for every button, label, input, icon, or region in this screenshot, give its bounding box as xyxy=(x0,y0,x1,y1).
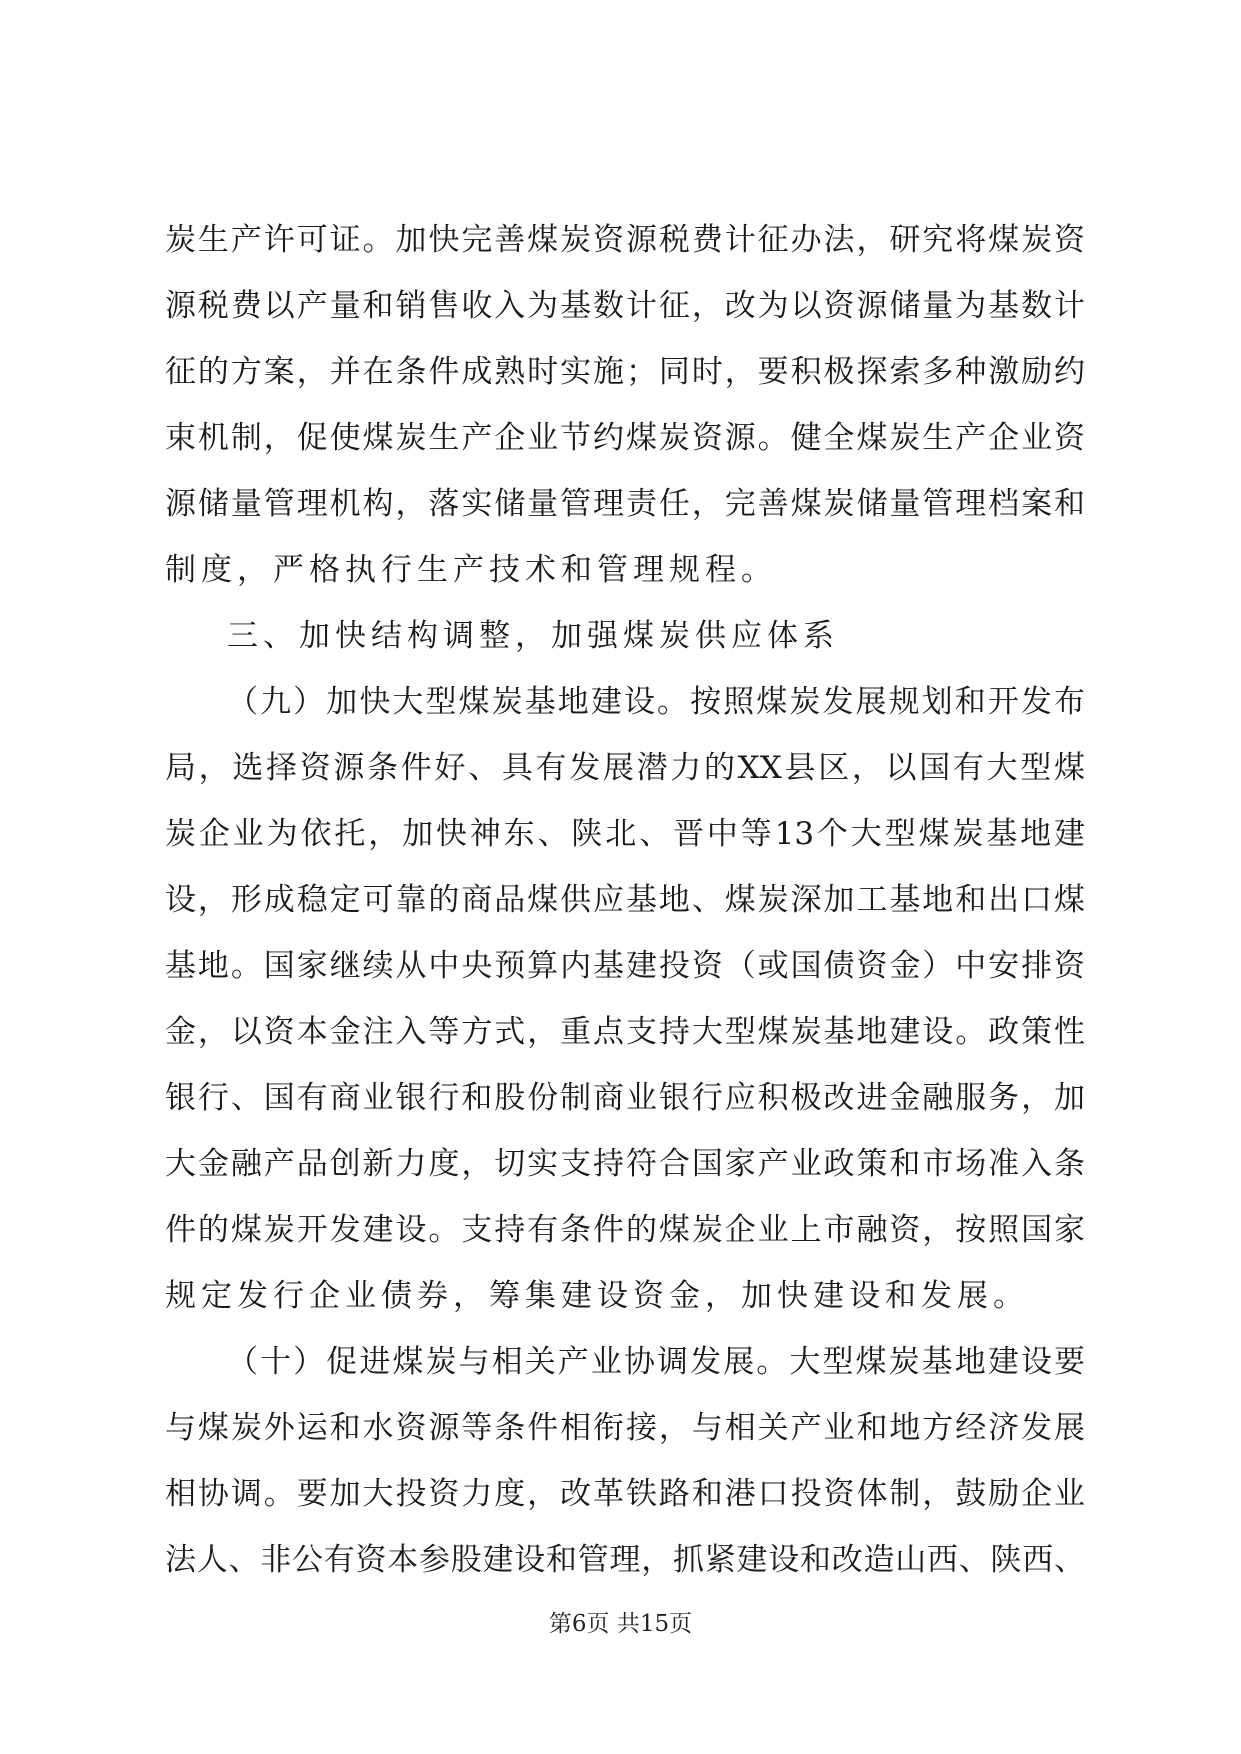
text-line: 设，形成稳定可靠的商品煤供应基地、煤炭深加工基地和出口煤 xyxy=(165,882,1085,918)
text-line: 金，以资本金注入等方式，重点支持大型煤炭基地建设。政策性 xyxy=(165,1014,1085,1050)
text-line: 束机制，促使煤炭生产企业节约煤炭资源。健全煤炭生产企业资 xyxy=(165,420,1085,456)
text-line: 制度，严格执行生产技术和管理规程。 xyxy=(165,552,777,588)
page-number-footer: 第6页 共15页 xyxy=(548,1611,693,1637)
text-line: 件的煤炭开发建设。支持有条件的煤炭企业上市融资，按照国家 xyxy=(165,1212,1085,1248)
text-line: 炭生产许可证。加快完善煤炭资源税费计征办法，研究将煤炭资 xyxy=(165,222,1085,258)
text-line: 大金融产品创新力度，切实支持符合国家产业政策和市场准入条 xyxy=(165,1146,1085,1182)
text-line: 法人、非公有资本参股建设和管理，抓紧建设和改造山西、陕西、 xyxy=(165,1542,1085,1578)
text-line: 炭企业为依托，加快神东、陕北、晋中等13个大型煤炭基地建 xyxy=(165,816,1085,852)
text-line: 局，选择资源条件好、具有发展潜力的XX县区，以国有大型煤 xyxy=(165,750,1085,786)
text-line: 银行、国有商业银行和股份制商业银行应积极改进金融服务，加 xyxy=(165,1080,1085,1116)
text-line: 基地。国家继续从中央预算内基建投资（或国债资金）中安排资 xyxy=(165,948,1085,984)
text-line: （十）促进煤炭与相关产业协调发展。大型煤炭基地建设要 xyxy=(227,1344,1085,1380)
text-line: 源储量管理机构，落实储量管理责任，完善煤炭储量管理档案和 xyxy=(165,486,1085,522)
text-line: 源税费以产量和销售收入为基数计征，改为以资源储量为基数计 xyxy=(165,288,1085,324)
text-line: 与煤炭外运和水资源等条件相衔接，与相关产业和地方经济发展 xyxy=(165,1410,1085,1446)
document-body xyxy=(165,207,1085,1593)
text-line: 规定发行企业债券，筹集建设资金，加快建设和发展。 xyxy=(165,1278,1029,1314)
text-line: 征的方案，并在条件成熟时实施；同时，要积极探索多种激励约 xyxy=(165,354,1085,390)
text-line: 相协调。要加大投资力度，改革铁路和港口投资体制，鼓励企业 xyxy=(165,1476,1085,1512)
text-line: （九）加快大型煤炭基地建设。按照煤炭发展规划和开发布 xyxy=(227,684,1085,720)
section-heading: 三、加快结构调整，加强煤炭供应体系 xyxy=(227,618,839,654)
